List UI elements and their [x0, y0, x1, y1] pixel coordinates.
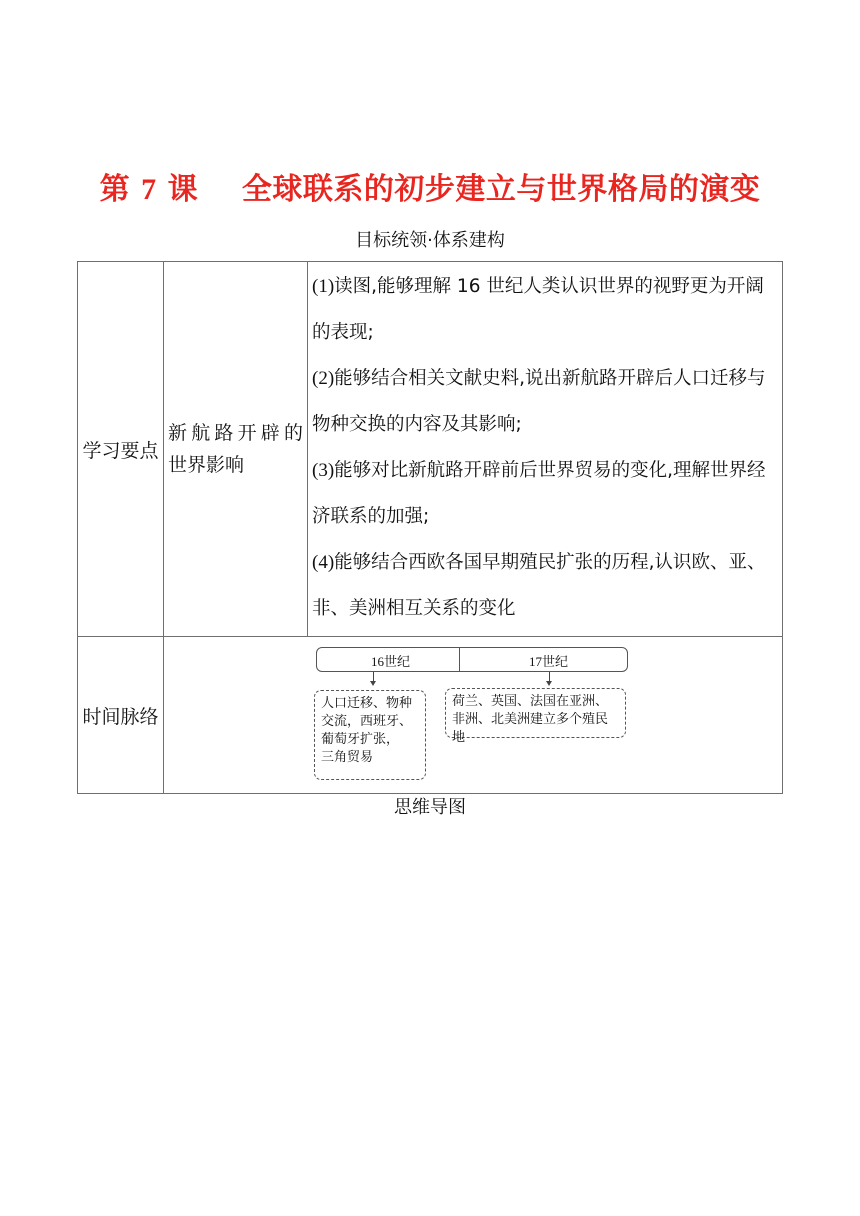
table-row-timeline	[78, 637, 783, 794]
lesson-prefix: 第	[99, 172, 131, 207]
lesson-number: 7	[141, 173, 157, 206]
timeline-divider	[459, 648, 460, 671]
lesson-title	[0, 164, 860, 208]
timeline-bar	[316, 647, 628, 672]
lesson-title-text: 全球联系的初步建立与世界格局的演变	[241, 172, 761, 207]
topic-cell	[164, 262, 308, 637]
timeline-label-17c: 17世纪	[529, 654, 569, 669]
row-label-timeline: 时间脉络	[78, 637, 164, 794]
mind-map-heading: 思维导图	[394, 797, 466, 818]
goal-item-3: (3)能够对比新航路开辟前后世界贸易的变化,理解世界经济联系的加强;	[312, 460, 766, 527]
goal-item-1: (1)读图,能够理解 16 世纪人类认识世界的视野更为开阔的表现;	[312, 276, 764, 343]
topic-line-1: 新航路开辟的	[168, 422, 303, 444]
lesson-suffix: 课	[167, 172, 199, 207]
section-subtitle: 目标统领·体系建构	[355, 230, 505, 251]
timeline-diagram	[164, 637, 784, 793]
table-row-study-points	[78, 262, 783, 637]
row-label-study-points: 学习要点	[78, 262, 164, 637]
event-box-17c: 荷兰、英国、法国在亚洲、 非洲、北美洲建立多个殖民地	[445, 688, 626, 738]
goal-item-4: (4)能够结合西欧各国早期殖民扩张的历程,认识欧、亚、非、美洲相互关系的变化	[312, 552, 766, 619]
topic-line-2: 世界影响	[168, 454, 245, 476]
arrow-head-17c	[546, 681, 552, 686]
goals-table	[77, 261, 783, 794]
timeline-label-16c: 16世纪	[371, 654, 411, 669]
timeline-cell	[164, 637, 783, 794]
arrow-head-16c	[370, 681, 376, 686]
event-box-16c: 人口迁移、物种 交流，西班牙、 葡萄牙扩张， 三角贸易	[314, 690, 426, 780]
goal-item-2: (2)能够结合相关文献史料,说出新航路开辟后人口迁移与物种交换的内容及其影响;	[312, 368, 766, 435]
goals-cell	[308, 262, 783, 637]
